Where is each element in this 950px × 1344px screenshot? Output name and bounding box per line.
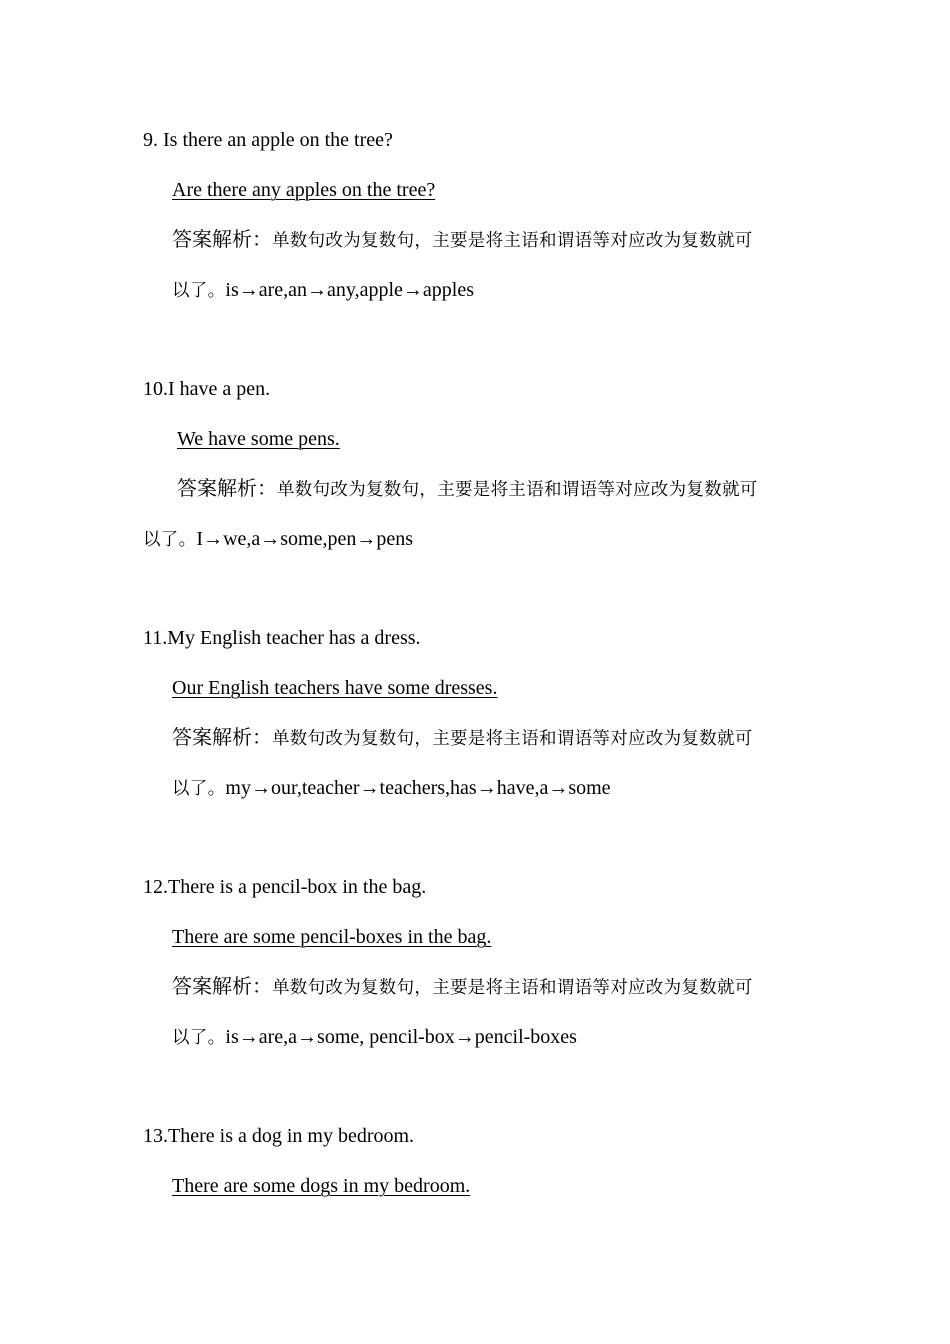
answer-10: We have some pens.: [177, 428, 340, 450]
explanation-11-cont: [172, 775, 611, 801]
explanation-text: 单数句改为复数句，主要是将主语和谓语等对应改为复数就可: [272, 230, 753, 250]
answer-13: There are some dogs in my bedroom.: [172, 1175, 471, 1197]
question-9: 9. Is there an apple on the tree?: [143, 129, 393, 151]
explanation-12-cont: [172, 1024, 577, 1050]
explanation-cont-prefix: 以了。: [172, 280, 226, 300]
explanation-cont-prefix: 以了。: [172, 778, 226, 798]
answer-11: Our English teachers have some dresses.: [172, 677, 498, 699]
explanation-9-cont: [172, 277, 474, 303]
explanation-text: 单数句改为复数句，主要是将主语和谓语等对应改为复数就可: [272, 977, 753, 997]
explanation-label: 答案解析：: [177, 478, 277, 500]
question-12: 12.There is a pencil-box in the bag.: [143, 876, 427, 898]
explanation-9: [172, 227, 753, 253]
question-13: 13.There is a dog in my bedroom.: [143, 1125, 415, 1147]
answer-9: Are there any apples on the tree?: [172, 179, 436, 201]
explanation-label: 答案解析：: [172, 229, 272, 251]
explanation-label: 答案解析：: [172, 727, 272, 749]
explanation-cont: is→are,an→any,apple→apples: [225, 279, 475, 301]
explanation-cont: is→are,a→some, pencil-box→pencil-boxes: [225, 1026, 577, 1048]
question-11: 11.My English teacher has a dress.: [143, 627, 421, 649]
explanation-text: 单数句改为复数句，主要是将主语和谓语等对应改为复数就可: [277, 479, 758, 499]
explanation-10: [177, 476, 758, 502]
explanation-11: [172, 725, 753, 751]
explanation-12: [172, 974, 753, 1000]
explanation-10-cont: [143, 526, 413, 552]
answer-12: There are some pencil-boxes in the bag.: [172, 926, 492, 948]
explanation-cont-prefix: 以了。: [143, 529, 197, 549]
explanation-label: 答案解析：: [172, 976, 272, 998]
question-10: 10.I have a pen.: [143, 378, 271, 400]
explanation-cont: my→our,teacher→teachers,has→have,a→some: [225, 777, 611, 799]
explanation-cont-prefix: 以了。: [172, 1027, 226, 1047]
explanation-text: 单数句改为复数句，主要是将主语和谓语等对应改为复数就可: [272, 728, 753, 748]
explanation-cont: I→we,a→some,pen→pens: [196, 528, 414, 550]
